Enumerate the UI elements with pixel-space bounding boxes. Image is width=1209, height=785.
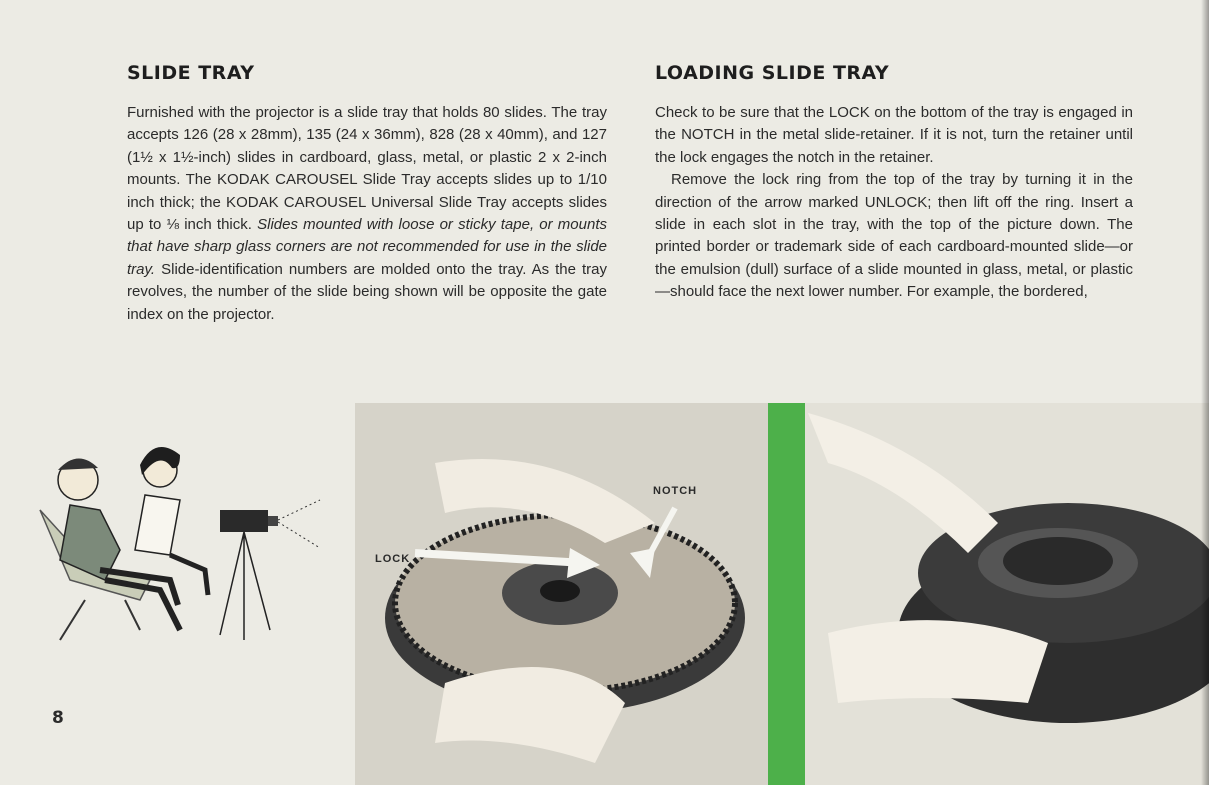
loading-paragraph-1: Check to be sure that the LOCK on the bottom of the tray is engaged in the NOTCH in the metal slide-retainer. If it is not, turn the retainer until the lock engages the notch in the retainer. (655, 104, 1133, 166)
green-divider-bar (768, 403, 805, 785)
holding-slide-tray-photo (768, 403, 1209, 785)
lock-notch-photo (355, 403, 785, 785)
slide-tray-top-image (768, 403, 1209, 785)
loading-slide-tray-section (655, 62, 1133, 304)
page-edge-shadow (1201, 0, 1209, 785)
lock-label: LOCK (375, 553, 411, 565)
slide-tray-section (127, 62, 607, 326)
notch-label: NOTCH (653, 485, 698, 497)
slide-tray-text: Furnished with the projector is a slide tray that holds 80 slides. The tray accepts 126 (28 x 28mm), 135 (24 x 36mm), 828 (28 x 40mm), and 127 (1½ x 1½-inch) slides in cardboard, glass, metal, or plastic 2 x 2-inch mounts. The KODAK CAROUSEL Slide Tray accepts slides up to 1/10 inch thick; the KODAK CAROUSEL Universal Slide Tray accepts slides up to ⅛ inch thick. (127, 104, 607, 234)
slide-tray-paragraph (127, 102, 607, 326)
loading-paragraph-2: Remove the lock ring from the top of the tray by turning it in the direction of the arrow marked UNLOCK; then lift off the ring. Insert a slide in each slot in the tray, with the top of the picture down. The printed border or trademark side of each cardboard-mounted slide—or the emulsion (dull) surface of a slide mounted in glass, metal, or plastic—should face the next lower number. For example, the bordered, (655, 171, 1133, 301)
slide-tray-text-end: Slide-identification numbers are molded onto the tray. As the tray revolves, the number of the slide being shown will be opposite the gate index on the projector. (127, 260, 608, 323)
slide-tray-heading: SLIDE TRAY (127, 62, 255, 84)
page-number: 8 (52, 708, 64, 728)
couple-watching-projector-illustration (30, 430, 330, 660)
slide-tray-italic-note: Slides mounted with loose or sticky tape, or mounts that have sharp glass corners are not recommended for use in the slide tray. (127, 216, 608, 278)
loading-slide-tray-heading: LOADING SLIDE TRAY (655, 62, 890, 84)
slide-tray-underside-image (355, 403, 785, 785)
